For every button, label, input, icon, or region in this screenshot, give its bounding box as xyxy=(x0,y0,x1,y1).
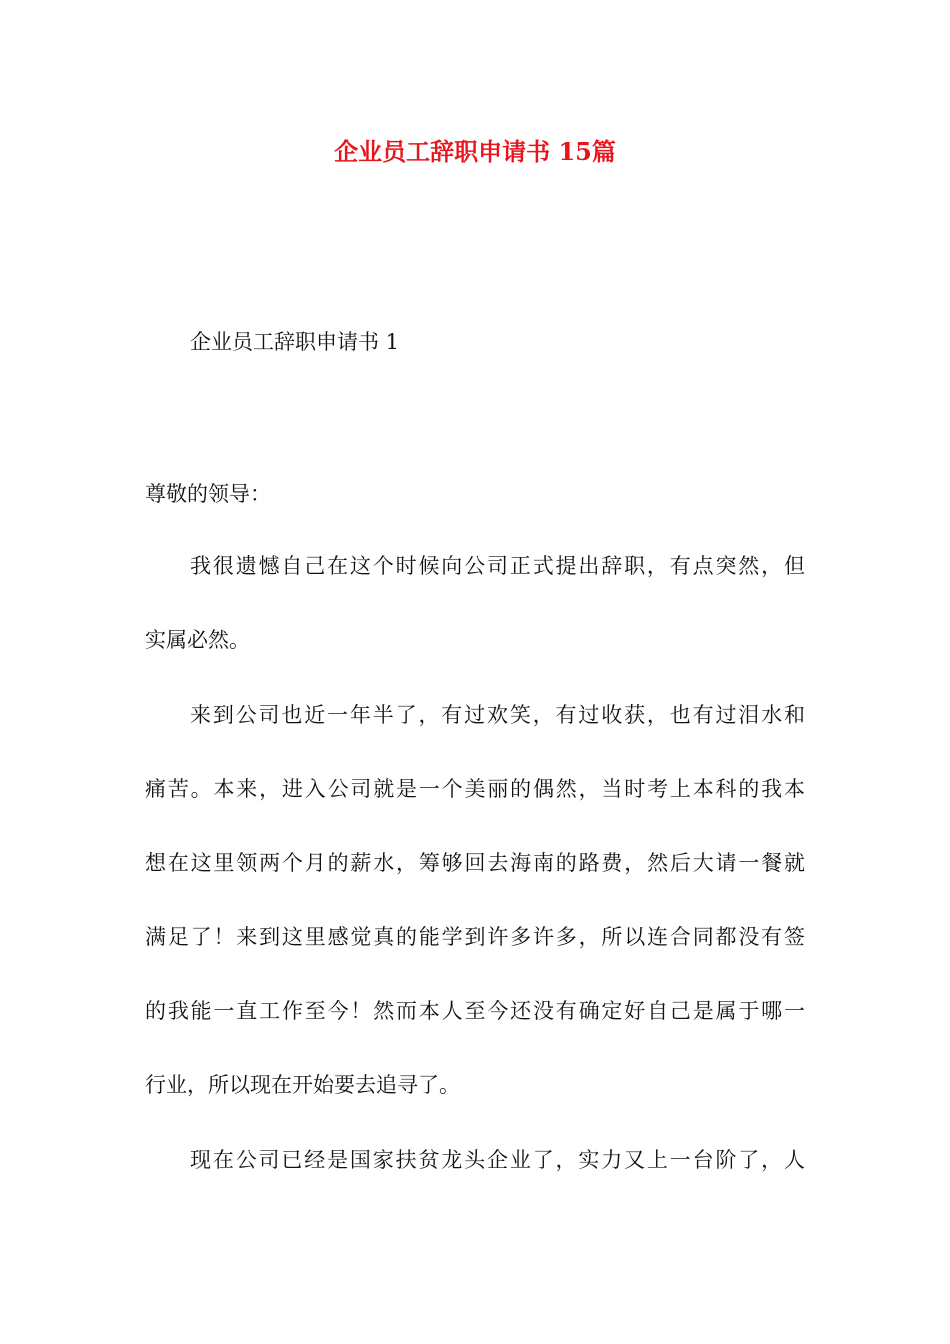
paragraph-2-line-3: 想在这里领两个月的薪水，筹够回去海南的路费，然后大请一餐就 xyxy=(145,851,805,875)
paragraph-2-line-4: 满足了！来到这里感觉真的能学到许多许多，所以连合同都没有签 xyxy=(145,925,805,949)
paragraph-1-line-1: 我很遗憾自己在这个时候向公司正式提出辞职，有点突然，但 xyxy=(190,554,805,578)
paragraph-1-line-2: 实属必然。 xyxy=(145,628,250,652)
paragraph-2-line-6: 行业，所以现在开始要去追寻了。 xyxy=(145,1073,460,1097)
salutation: 尊敬的领导： xyxy=(145,482,271,506)
paragraph-2-line-5: 的我能一直工作至今！然而本人至今还没有确定好自己是属于哪一 xyxy=(145,999,805,1023)
document-title: 企业员工辞职申请书 15篇 xyxy=(334,137,616,166)
paragraph-3-line-1: 现在公司已经是国家扶贫龙头企业了，实力又上一台阶了，人 xyxy=(190,1148,805,1172)
section-heading: 企业员工辞职申请书 1 xyxy=(190,330,400,354)
paragraph-2-line-2: 痛苦。本来，进入公司就是一个美丽的偶然，当时考上本科的我本 xyxy=(145,777,805,801)
paragraph-2-line-1: 来到公司也近一年半了，有过欢笑，有过收获，也有过泪水和 xyxy=(190,703,805,727)
